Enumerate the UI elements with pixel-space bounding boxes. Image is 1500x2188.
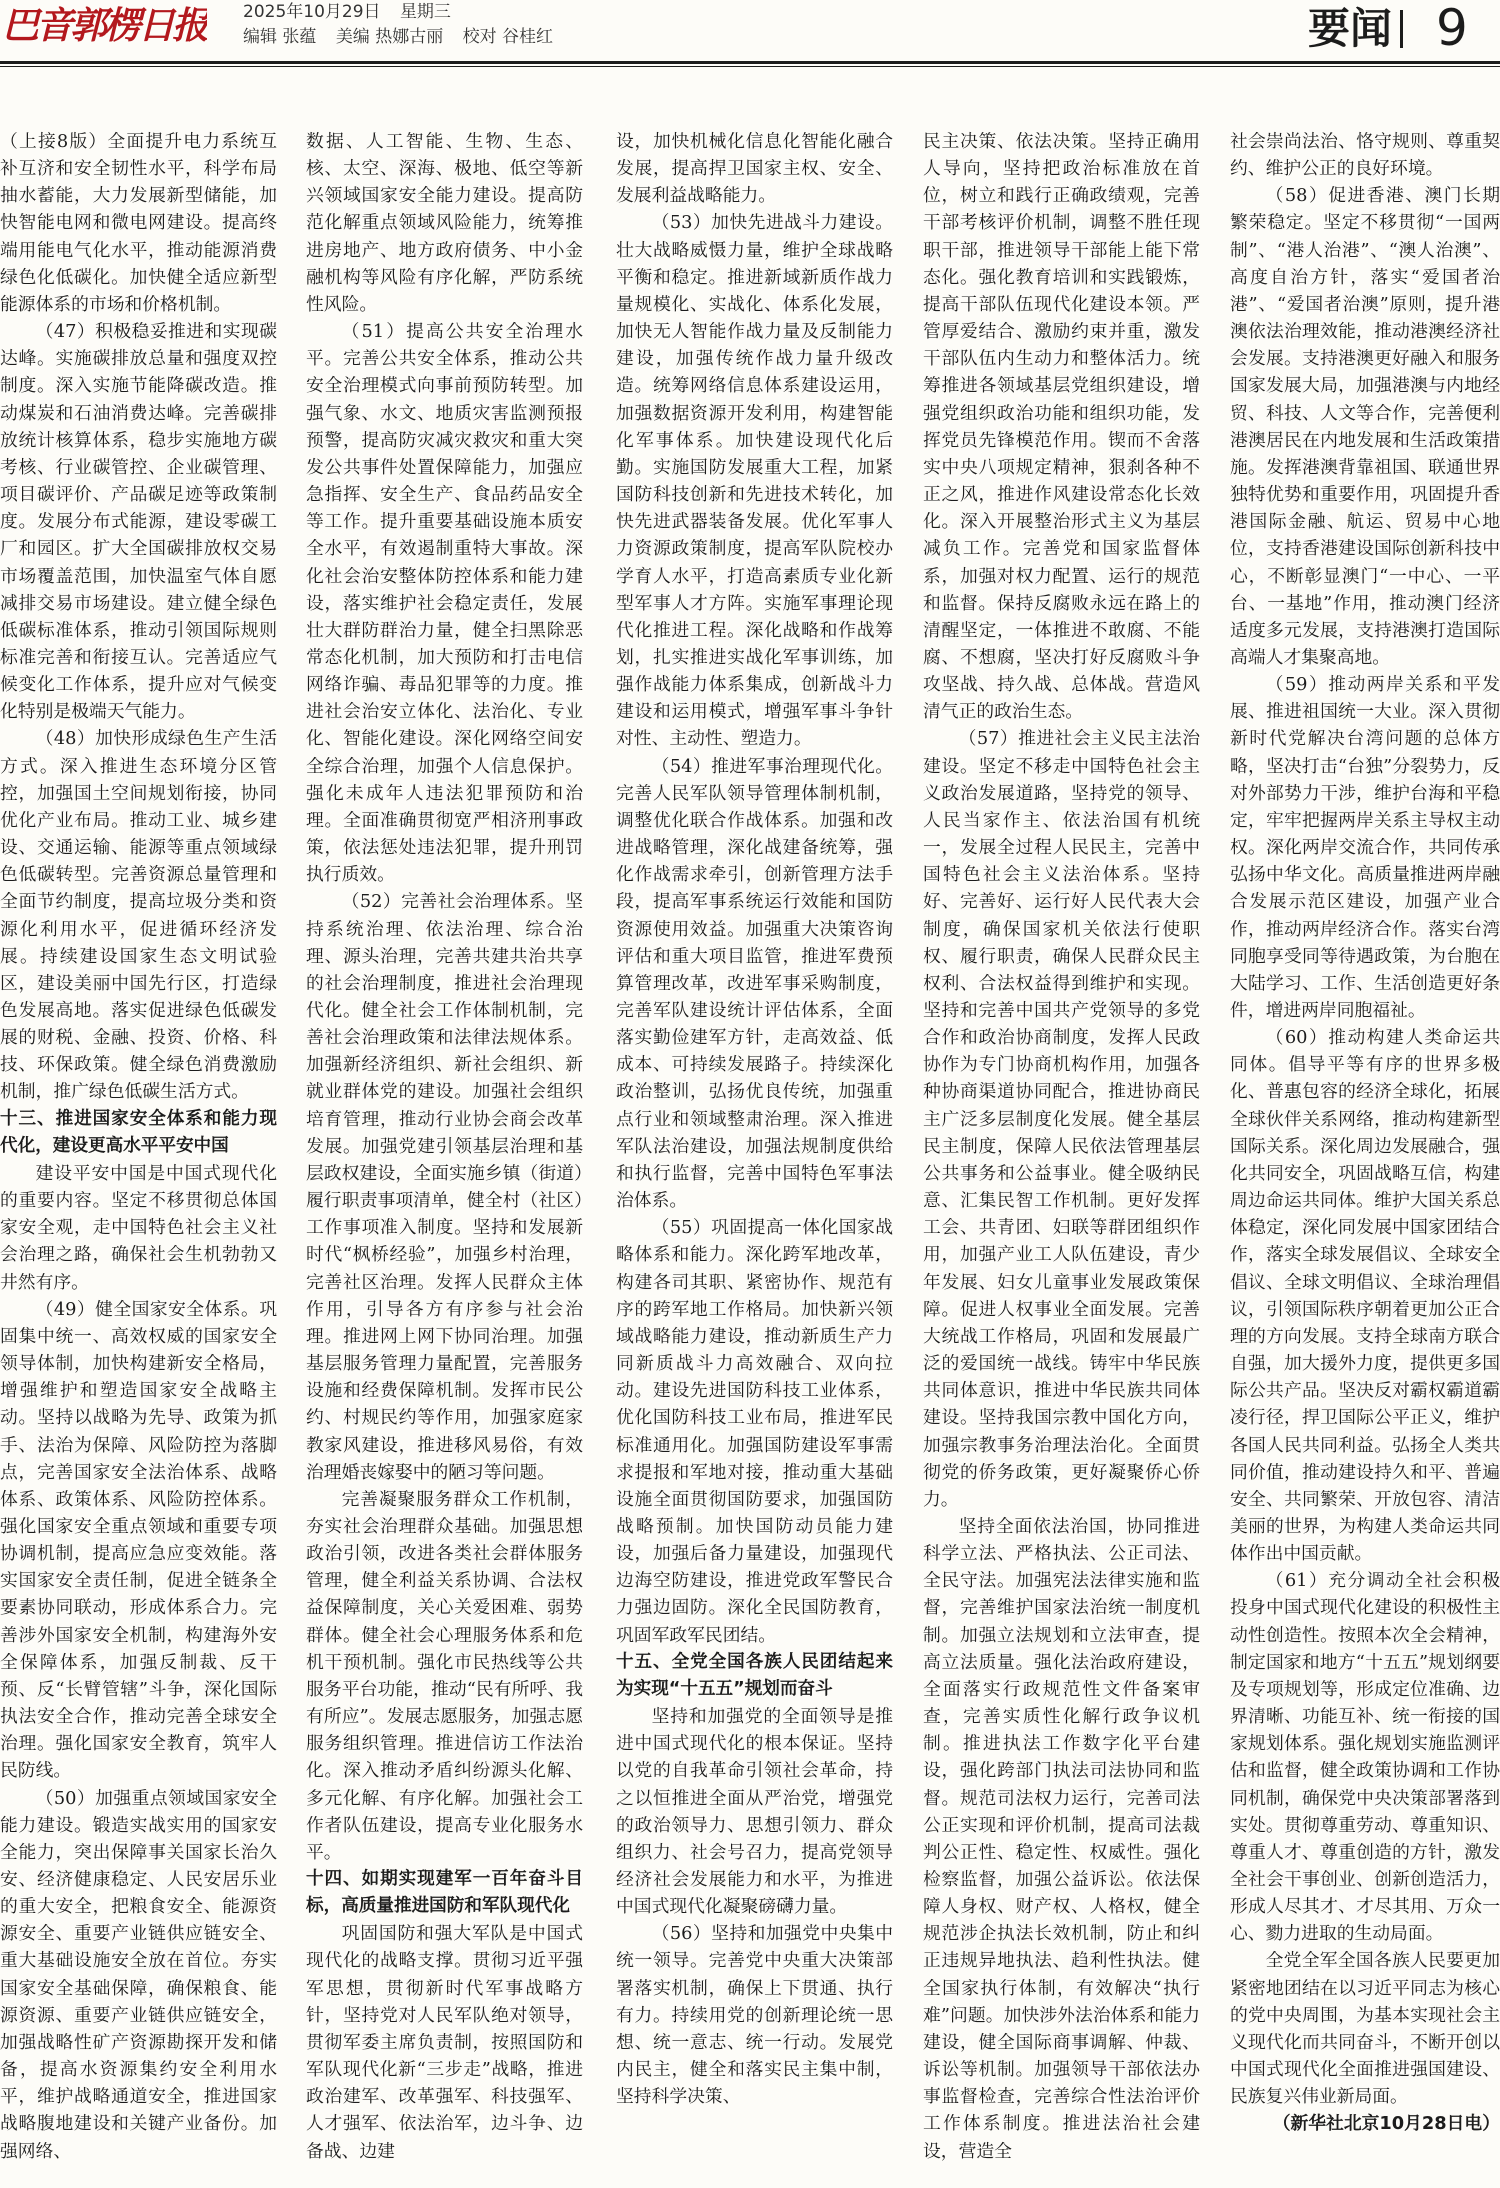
paragraph: （57）推进社会主义民主法治建设。坚定不移走中国特色社会主义政治发展道路，坚持党的领导、人民当家作主、依法治国有机统一，发展全过程人民民主，完善中国特色社会主义法治体系。坚持好、完善好、运行好人民代表大会制度，确保国家机关依法行使职权、履行职责，确保人民群众民主权利、合法权益得到维护和实现。坚持和完善中国共产党领导的多党合作和政治协商制度，发挥人民政协作为专门协商机构作用，加强各种协商渠道协同配合，推进协商民主广泛多层制度化发展。健全基层民主制度，保障人民依法管理基层公共事务和公益事业。健全吸纳民意、汇集民智工作机制。更好发挥工会、共青团、妇联等群团组织作用，加强产业工人队伍建设，青少年发展、妇女儿童事业发展政策保障。促进人权事业全面发展。完善大统战工作格局，巩固和发展最广泛的爱国统一战线。铸牢中华民族共同体意识，推进中华民族共同体建设。坚持我国宗教中国化方向，加强宗教事务治理法治化。全面贯彻党的侨务政策，更好凝聚侨心侨力。 [923,728,1200,1510]
date-row [243,0,567,25]
text-column-5 [1230,128,1500,2184]
masthead-rule [0,61,1500,64]
paragraph: 社会崇尚法治、恪守规则、尊重契约、维护公正的良好环境。 [1230,131,1500,180]
section-heading: 十五、全党全国各族人民团结起来为实现“十五五”规划而奋斗 [616,1651,893,1699]
text-column-2 [306,128,583,2184]
page-number: 9 [1436,0,1468,57]
section-heading: 十四、如期实现建军一百年奋斗目标，高质量推进国防和军队现代化 [306,1869,583,1917]
text-column-3 [616,128,893,2184]
section-divider [1400,10,1403,48]
paragraph: 全党全军全国各族人民要更加紧密地团结在以习近平同志为核心的党中央周围，为基本实现社会主义现代化而共同奋斗，不断开创以中国式现代化全面推进强国建设、民族复兴伟业新局面。 [1230,1950,1500,2108]
paragraph: 建设平安中国是中国式现代化的重要内容。坚定不移贯彻总体国家安全观，走中国特色社会主义社会治理之路，确保社会生机勃勃又井然有序。 [0,1162,277,1293]
paragraph: （50）加强重点领域国家安全能力建设。锻造实战实用的国家安全能力，突出保障事关国家长治久安、经济健康稳定、人民安居乐业的重大安全，把粮食安全、能源资源安全、重要产业链供应链安全、重大基础设施安全放在首位。夯实国家安全基础保障，确保粮食、能源资源、重要产业链供应链安全，加强战略性矿产资源勘探开发和储备，提高水资源集约安全利用水平，维护战略通道安全，推进国家战略腹地建设和关键产业备份。加强网络、 [0,1787,277,2162]
paragraph: （49）健全国家安全体系。巩固集中统一、高效权威的国家安全领导体制，加快构建新安全格局，增强维护和塑造国家安全战略主动。坚持以战略为先导、政策为抓手、法治为保障、风险防控为落脚点，完善国家安全法治体系、战略体系、政策体系、风险防控体系。强化国家安全重点领域和重要专项协调机制，提高应急应变效能。落实国家安全责任制，促进全链条全要素协同联动，形成体系合力。完善涉外国家安全机制，构建海外安全保障体系，加强反制裁、反干预、反“长臂管辖”斗争，深化国际执法安全合作，推动完善全球安全治理。强化国家安全教育，筑牢人民防线。 [0,1298,277,1782]
paragraph: （55）巩固提高一体化国家战略体系和能力。深化跨军地改革，构建各司其职、紧密协作、规范有序的跨军地工作格局。加快新兴领域战略能力建设，推动新质生产力同新质战斗力高效融合、双向拉动。建设先进国防科技工业体系，优化国防科技工业布局，推进军民标准通用化。加强国防建设军事需求提报和军地对接，推动重大基础设施全面贯彻国防要求，加强国防战略预制。加快国防动员能力建设，加强后备力量建设，加强现代边海空防建设，推进党政军警民合力强边固防。深化全民国防教育，巩固军政军民团结。 [616,1217,893,1646]
section-title: 要闻 [1307,4,1392,53]
paragraph: （59）推动两岸关系和平发展、推进祖国统一大业。深入贯彻新时代党解决台湾问题的总体方略，坚决打击“台独”分裂势力，反对外部势力干涉，维护台海和平稳定，牢牢把握两岸关系主导权主动权。深化两岸交流合作，共同传承弘扬中华文化。高质量推进两岸融合发展示范区建设，加强产业合作，推动两岸经济合作。落实台湾同胞享受同等待遇政策，为台胞在大陆学习、工作、生活创造更好条件，增进两岸同胞福祉。 [1230,674,1500,1021]
paragraph: （52）完善社会治理体系。坚持系统治理、依法治理、综合治理、源头治理，完善共建共治共享的社会治理制度，推进社会治理现代化。健全社会工作体制机制，完善社会治理政策和法律法规体系。加强新经济组织、新社会组织、新就业群体党的建设。加强社会组织培育管理，推动行业协会商会改革发展。加强党建引领基层治理和基层政权建设，全面实施乡镇（街道）履行职责事项清单，健全村（社区）工作事项准入制度。坚持和发展新时代“枫桥经验”，加强乡村治理，完善社区治理。发挥人民群众主体作用，引导各方有序参与社会治理。推进网上网下协同治理。加强基层服务管理力量配置，完善服务设施和经费保障机制。发挥市民公约、村规民约等作用，加强家庭家教家风建设，推进移风易俗，有效治理婚丧嫁娶中的陋习等问题。 [306,891,583,1483]
text-column-4 [923,128,1200,2184]
paragraph: 坚持和加强党的全面领导是推进中国式现代化的根本保证。坚持以党的自我革命引领社会革命，持之以恒推进全面从严治党，增强党的政治领导力、思想引领力、群众组织力、社会号召力，提高党领导经济社会发展能力和水平，为推进中国式现代化凝聚磅礴力量。 [616,1706,893,1918]
paragraph: 设，加快机械化信息化智能化融合发展，提高捍卫国家主权、安全、发展利益战略能力。 [616,131,893,207]
paragraph: 巩固国防和强大军队是中国式现代化的战略支撑。贯彻习近平强军思想，贯彻新时代军事战略方针，坚持党对人民军队绝对领导，贯彻军委主席负责制，按照国防和军队现代化新“三步走”战略，推进政治建军、改革强军、科技强军、人才强军、依法治军，边斗争、边备战、边建 [306,1923,583,2162]
issue-date: 2025年10月29日 [243,2,381,22]
issue-meta [243,0,567,50]
paragraph: （58）促进香港、澳门长期繁荣稳定。坚定不移贯彻“一国两制”、“港人治港”、“澳人治澳”、高度自治方针，落实“爱国者治港”、“爱国者治澳”原则，提升港澳依法治理效能，推动港澳经济社会发展。支持港澳更好融入和服务国家发展大局，加强港澳与内地经贸、科技、人文等合作，完善便利港澳居民在内地发展和生活政策措施。发挥港澳背靠祖国、联通世界独特优势和重要作用，巩固提升香港国际金融、航运、贸易中心地位，支持香港建设国际创新科技中心，不断彰显澳门“一中心、一平台、一基地”作用，推动澳门经济适度多元发展，支持港澳打造国际高端人才集聚高地。 [1230,185,1500,668]
paragraph: （56）坚持和加强党中央集中统一领导。完善党中央重大决策部署落实机制，确保上下贯通、执行有力。持续用党的创新理论统一思想、统一意志、统一行动。发展党内民主，健全和落实民主集中制，坚持科学决策、 [616,1923,893,2108]
paragraph: 坚持全面依法治国，协同推进科学立法、严格执法、公正司法、全民守法。加强宪法法律实施和监督，完善维护国家法治统一制度机制。加强立法规划和立法审查，提高立法质量。强化法治政府建设，全面落实行政规范性文件备案审查，完善实质性化解行政争议机制。推进执法工作数字化平台建设，强化跨部门执法司法协同和监督。规范司法权力运行，完善司法公正实现和评价机制，提高司法裁判公正性、稳定性、权威性。强化检察监督，加强公益诉讼。依法保障人身权、财产权、人格权，健全规范涉企执法长效机制，防止和纠正违规异地执法、趋利性执法。健全国家执行体制，有效解决“执行难”问题。加快涉外法治体系和能力建设，健全国际商事调解、仲裁、诉讼等机制。加强领导干部依法办事监督检查，完善综合性法治评价工作体系制度。推进法治社会建设，营造全 [923,1515,1200,2162]
paragraph: （60）推动构建人类命运共同体。倡导平等有序的世界多极化、普惠包容的经济全球化，拓展全球伙伴关系网络，推动构建新型国际关系。深化周边发展融合，强化共同安全，巩固战略互信，构建周边命运共同体。维护大国关系总体稳定，深化同发展中国家团结合作，落实全球发展倡议、全球安全倡议、全球文明倡议、全球治理倡议，引领国际秩序朝着更加公正合理的方向发展。支持全球南方联合自强，加大援外力度，提供更多国际公共产品。坚决反对霸权霸道霸凌行径，捍卫国际公平正义，维护各国人民共同利益。弘扬全人类共同价值，推动建设持久和平、普遍安全、共同繁荣、开放包容、清洁美丽的世界，为构建人类命运共同体作出中国贡献。 [1230,1027,1500,1565]
paragraph: （47）积极稳妥推进和实现碳达峰。实施碳排放总量和强度双控制度。深入实施节能降碳改造。推动煤炭和石油消费达峰。完善碳排放统计核算体系，稳步实施地方碳考核、行业碳管控、企业碳管理、项目碳评价、产品碳足迹等政策制度。发展分布式能源，建设零碳工厂和园区。扩大全国碳排放权交易市场覆盖范围，加快温室气体自愿减排交易市场建设。建立健全绿色低碳标准体系，推动引领国际规则标准完善和衔接互认。完善适应气候变化工作体系，提升应对气候变化特别是极端天气能力。 [0,321,277,723]
art-editor-credit: 美编 热娜古丽 [335,27,444,47]
editor-credit: 编辑 张蕴 [243,27,317,47]
paragraph: 完善凝聚服务群众工作机制，夯实社会治理群众基础。加强思想政治引领，改进各类社会群体服务管理，健全利益关系协调、合法权益保障制度，关心关爱困难、弱势群体。健全社会心理服务体系和危机干预机制。强化市民热线等公共服务平台功能，推动“民有所呼、我有所应”。发展志愿服务，加强志愿服务组织管理。推进信访工作法治化。深入推动矛盾纠纷源头化解、多元化解、有序化解。加强社会工作者队伍建设，提高专业化服务水平。 [306,1488,583,1863]
paragraph: （53）加快先进战斗力建设。壮大战略威慑力量，维护全球战略平衡和稳定。推进新域新质作战力量规模化、实战化、体系化发展，加快无人智能作战力量及反制能力建设，加强传统作战力量升级改造。统筹网络信息体系建设运用，加强数据资源开发利用，构建智能化军事体系。加快建设现代化后勤。实施国防发展重大工程，加紧国防科技创新和先进技术转化，加快先进武器装备发展。优化军事人力资源政策制度，提高军队院校办学育人水平，打造高素质专业化新型军事人才方阵。实施军事理论现代化推进工程。深化战略和作战筹划，扎实推进实战化军事训练，加强作战能力体系集成，创新战斗力建设和运用模式，增强军事斗争针对性、主动性、塑造力。 [616,212,893,750]
issue-weekday: 星期三 [399,2,451,22]
paragraph: （51）提高公共安全治理水平。完善公共安全体系，推动公共安全治理模式向事前预防转型。加强气象、水文、地质灾害监测预报预警，提高防灾减灾救灾和重大突发公共事件处置保障能力，加强应急指挥、安全生产、食品药品安全等工作。提升重要基础设施本质安全水平，有效遏制重特大事故。深化社会治安整体防控体系和能力建设，落实维护社会稳定责任，发展壮大群防群治力量，健全扫黑除恶常态化机制，加大预防和打击电信网络诈骗、毒品犯罪等的力度。推进社会治安立体化、法治化、专业化、智能化建设。深化网络空间安全综合治理，加强个人信息保护。强化未成年人违法犯罪预防和治理。全面准确贯彻宽严相济刑事政策，依法惩处违法犯罪，提升刑罚执行质效。 [306,321,583,886]
paragraph: （48）加快形成绿色生产生活方式。深入推进生态环境分区管控，加强国土空间规划衔接，协同优化产业布局。推动工业、城乡建设、交通运输、能源等重点领域绿色低碳转型。完善资源总量管理和全面节约制度，提高垃圾分类和资源化利用水平，促进循环经济发展。持续建设国家生态文明试验区，建设美丽中国先行区，打造绿色发展高地。落实促进绿色低碳发展的财税、金融、投资、价格、科技、环保政策。健全绿色消费激励机制，推广绿色低碳生活方式。 [0,728,277,1103]
dateline-byline: （新华社北京10月28日电） [1272,2113,1500,2135]
paragraph: （54）推进军事治理现代化。完善人民军队领导管理体制机制，调整优化联合作战体系。加强和改进战略管理，深化战建备统筹，强化作战需求牵引，创新管理方法手段，提高军事系统运行效能和国防资源使用效益。加强重大决策咨询评估和重大项目监管，推进军费预算管理改革，改进军事采购制度，完善军队建设统计评估体系，全面落实勤俭建军方针，走高效益、低成本、可持续发展路子。持续深化政治整训，弘扬优良传统，加强重点行业和领域整肃治理。深入推进军队法治建设，加强法规制度供给和执行监督，完善中国特色军事法治体系。 [616,755,893,1212]
section-heading: 十三、推进国家安全体系和能力现代化，建设更高水平平安中国 [0,1108,277,1156]
paragraph: （上接8版）全面提升电力系统互补互济和安全韧性水平，科学布局抽水蓄能，大力发展新型储能，加快智能电网和微电网建设。提高终端用能电气化水平，推动能源消费绿色化低碳化。加快健全适应新型能源体系的市场和价格机制。 [0,131,277,315]
paragraph: 民主决策、依法决策。坚持正确用人导向，坚持把政治标准放在首位，树立和践行正确政绩观，完善干部考核评价机制，调整不胜任现职干部，推进领导干部能上能下常态化。强化教育培训和实践锻炼，提高干部队伍现代化建设本领。严管厚爱结合、激励约束并重，激发干部队伍内生动力和整体活力。统筹推进各领域基层党组织建设，增强党组织政治功能和组织功能，发挥党员先锋模范作用。锲而不舍落实中央八项规定精神，狠刹各种不正之风，推进作风建设常态化长效化。深入开展整治形式主义为基层减负工作。完善党和国家监督体系，加强对权力配置、运行的规范和监督。保持反腐败永远在路上的清醒坚定，一体推进不敢腐、不能腐、不想腐，坚决打好反腐败斗争攻坚战、持久战、总体战。营造风清气正的政治生态。 [923,131,1200,723]
newspaper-logo: 巴音郭楞日报 [2,3,206,47]
paragraph: （61）充分调动全社会积极投身中国式现代化建设的积极性主动性创造性。按照本次全会精神，制定国家和地方“十五五”规划纲要及专项规划等，形成定位准确、边界清晰、功能互补、统一衔接的国家规划体系。强化规划实施监测评估和监督，健全政策协调和工作协同机制，确保党中央决策部署落到实处。贯彻尊重劳动、尊重知识、尊重人才、尊重创造的方针，激发全社会干事创业、创新创造活力，形成人尽其才、才尽其用、万众一心、勠力进取的生动局面。 [1230,1570,1500,1945]
paragraph: 数据、人工智能、生物、生态、核、太空、深海、极地、低空等新兴领域国家安全能力建设。提高防范化解重点领域风险能力，统筹推进房地产、地方政府债务、中小金融机构等风险有序化解，严防系统性风险。 [306,131,583,315]
masthead-rule-thin [0,66,1500,67]
credits-row [243,25,567,50]
text-column-1 [0,128,277,2184]
proofreader-credit: 校对 谷桂红 [462,27,554,47]
